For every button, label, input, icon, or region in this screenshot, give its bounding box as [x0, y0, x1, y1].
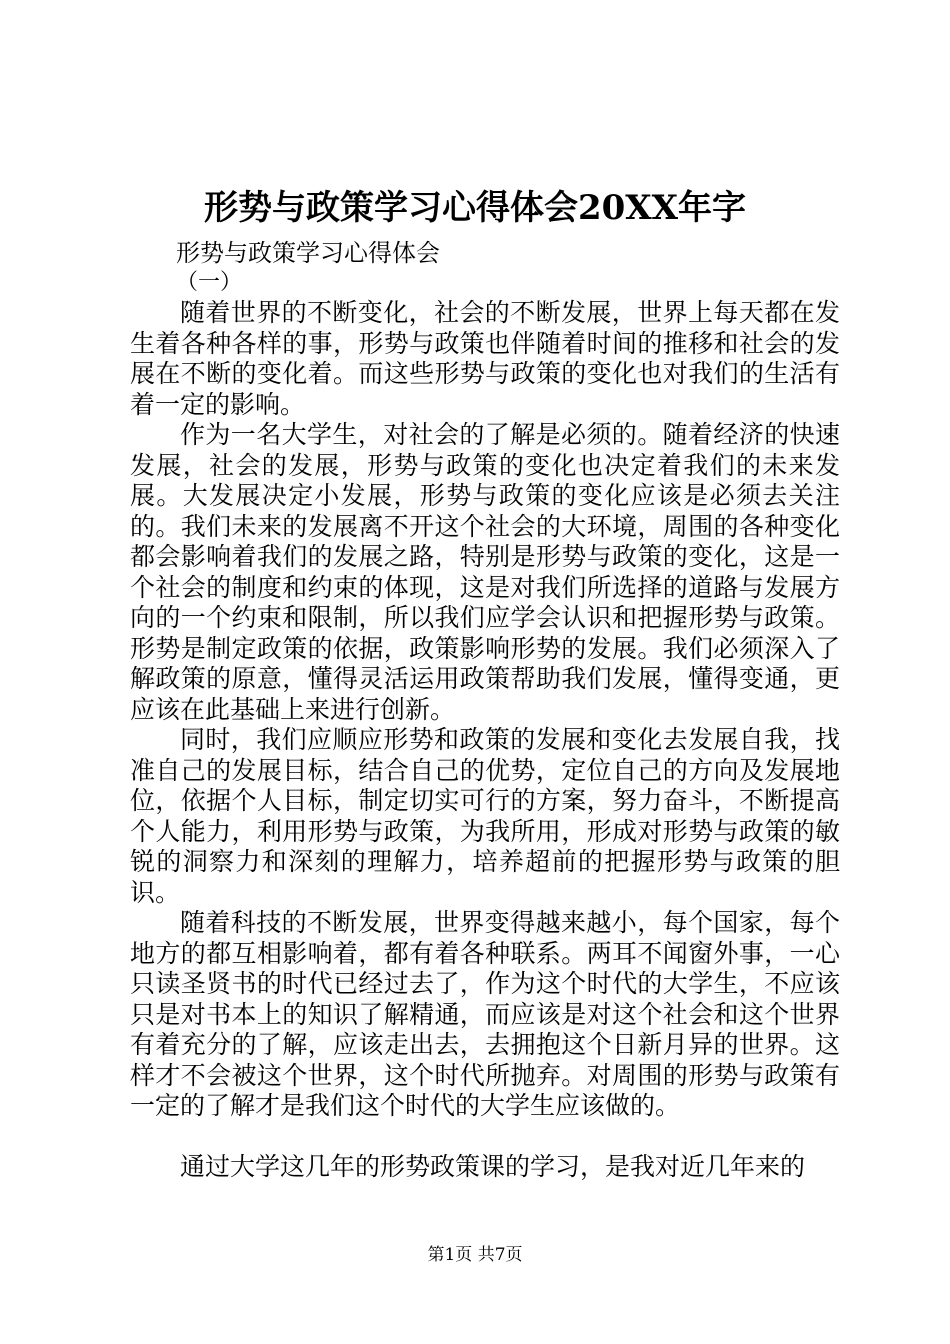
paragraph: 通过大学这几年的形势政策课的学习，是我对近几年来的 [180, 1151, 806, 1181]
paragraph: 随着科技的不断发展，世界变得越来越小，每个国家，每个地方的都互相影响着，都有着各种联系。两耳不闻窗外事，一心只读圣贤书的时代已经过去了，作为这个时代的大学生，不应该只是对书本上的知识了解精通，而应该是对这个社会和这个世界有着充分的了解，应该走出去，去拥抱这个日新月异的世界。这样才不会被这个世界，这个时代所抛弃。对周围的形势与政策有一定的了解才是我们这个时代的大学生应该做的。 [130, 908, 840, 1120]
page-number-footer: 第1页 共7页 [427, 1245, 523, 1265]
paragraph: 作为一名大学生，对社会的了解是必须的。随着经济的快速发展，社会的发展，形势与政策的变化也决定着我们的未来发展。大发展决定小发展，形势与政策的变化应该是必须去关注的。我们未来的发展离不开这个社会的大环境，周围的各种变化都会影响着我们的发展之路，特别是形势与政策的变化，这是一个社会的制度和约束的体现，这是对我们所选择的道路与发展方向的一个约束和限制，所以我们应学会认识和把握形势与政策。形势是制定政策的依据，政策影响形势的发展。我们必须深入了解政策的原意，懂得灵活运用政策帮助我们发展，懂得变通，更应该在此基础上来进行创新。 [130, 420, 840, 724]
document-body [130, 298, 840, 1182]
section-number: （一） [176, 270, 243, 295]
paragraph: 同时，我们应顺应形势和政策的发展和变化去发展自我，找准自己的发展目标，结合自己的优势，定位自己的方向及发展地位，依据个人目标，制定切实可行的方案，努力奋斗，不断提高个人能力，利用形势与政策，为我所用，形成对形势与政策的敏锐的洞察力和深刻的理解力，培养超前的把握形势与政策的胆识。 [130, 725, 840, 907]
document-title: 形势与政策学习心得体会20XX年字 [203, 188, 747, 228]
document-subtitle: 形势与政策学习心得体会 [176, 239, 440, 267]
paragraph: 随着世界的不断变化，社会的不断发展，世界上每天都在发生着各种各样的事，形势与政策也伴随着时间的推移和社会的发展在不断的变化着。而这些形势与政策的变化也对我们的生活有着一定的影响。 [130, 298, 840, 419]
